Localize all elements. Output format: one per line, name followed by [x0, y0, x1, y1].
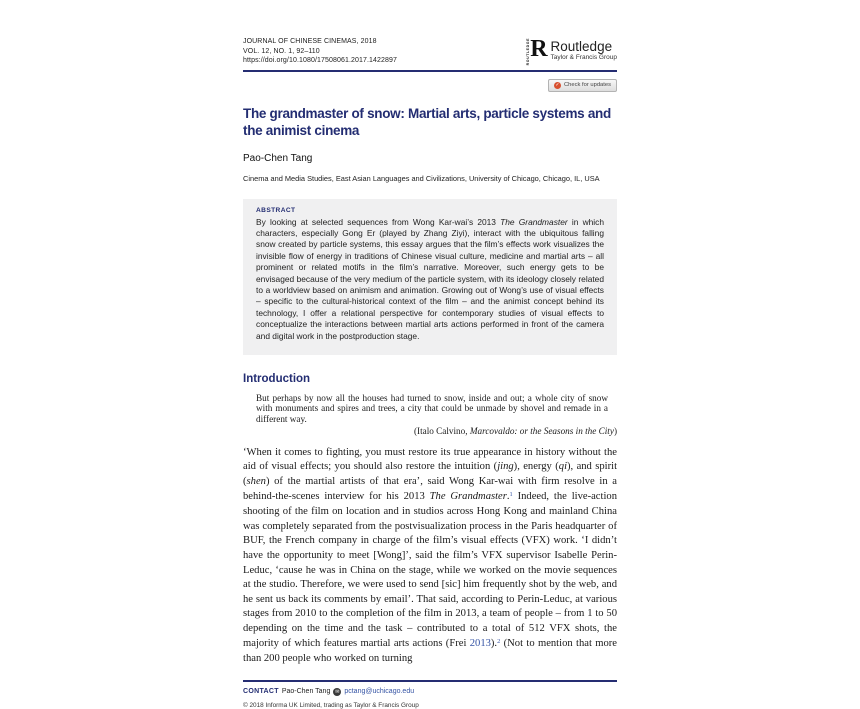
- copyright-notice: © 2018 Informa UK Limited, trading as Taylor & Francis Group: [243, 701, 419, 709]
- routledge-tagline: Taylor & Francis Group: [550, 54, 617, 61]
- footnote-ref[interactable]: 1: [509, 490, 513, 498]
- routledge-wordmark: [551, 38, 617, 61]
- page-header: [243, 37, 617, 66]
- journal-info: [243, 37, 397, 66]
- abstract-text: By looking at selected sequences from Wong Kar-wai’s 2013 The Grandmaster in which characters, especially Gong Er (played by Zhang Ziyi), interact with the ubiquitous falling snow created by particle systems, this essay argues that the film’s effects work visualizes the invisible flow of energy in traditions of Chinese visual culture, medicine and martial arts – all prominent or related motifs in the film’s narrative. Moreover, such energy gets to be envisaged because of the very medium of the particle system, with its ideology closely related to a worldview based on animism and animation. Growing out of Wong’s use of visual effects – specific to the cultural-historical context of the film – and the animist concept behind its technology, I offer a relational perspective for contemporary studies of visual effects to conceptualize the interactions between martial arts actions performed in front of the camera and digital work in the postproduction stage.: [256, 216, 604, 341]
- article-title: The grandmaster of snow: Martial arts, particle systems and the animist cinema: [243, 105, 611, 138]
- footnote-ref[interactable]: 2: [497, 637, 501, 645]
- abstract-label: ABSTRACT: [256, 206, 296, 214]
- abstract-box: [243, 199, 617, 355]
- badge-row: [243, 79, 617, 92]
- check-updates-label: Check for updates: [563, 82, 611, 88]
- contact-row: [243, 688, 617, 696]
- contact-email-link[interactable]: pctang@uchicago.edu: [344, 688, 415, 696]
- envelope-icon: ✉: [335, 688, 340, 695]
- author-affiliation: Cinema and Media Studies, East Asian Languages and Civilizations, University of Chicago, Chicago, IL, USA: [243, 173, 600, 183]
- journal-name-line: JOURNAL OF CHINESE CINEMAS, 2018: [243, 38, 377, 45]
- doi-link: https://doi.org/10.1080/17508061.2017.1422897: [243, 57, 397, 64]
- quote-attribution: (Italo Calvino, Marcovaldo: or the Seasons in the City): [413, 425, 617, 436]
- routledge-brand: Routledge: [550, 39, 613, 54]
- block-quote: But perhaps by now all the houses had turned to snow, inside and out; a whole city of snow with monuments and spires and trees, a city that could be unmade by shovel and remade in a different way.: [256, 392, 608, 424]
- check-updates-button[interactable]: [548, 79, 617, 92]
- contact-label: CONTACT: [243, 688, 279, 696]
- citation-link[interactable]: 2013: [469, 637, 491, 649]
- body-paragraph: ‘When it comes to fighting, you must restore its true appearance in history without the aid of visual effects; you should also restore the intuition (jing), energy (qi), and spirit (shen) of the martial artists of that era’, said Wong Kar-wai with firm resolve in a behind-the-scenes interview for his 2013 The Grandmaster.$^1$ Indeed, the live-action shooting of the film on location and in studios across Hong Kong and mainland China was completely separated from the postvisualization process in the Paris headquarter of BUF, the French company in charge of the film’s visual effects (VFX) work. ‘I didn’t have the opportunity to meet [Wong]’, said the film’s VFX supervisor Isabelle Perin-Leduc, ‘cause he was in China on the stage, while we worked on the movie sequences at the studio. Therefore, we were used to send [sic] him frequently shot by the web, and he sent us back its comments by email’. That said, according to Perin-Leduc, at various stages from 2010 to the completion of the film in 2013, a team of people – from 1 to 50 depending on the time and the task – contributed to a total of 512 VFX shots, the majority of which features martial arts actions (Frei 2013).$^2$ (Not to mention that more than 200 people who worked on turning: [243, 446, 618, 665]
- routledge-logo: [526, 38, 617, 65]
- routledge-mark: [526, 38, 547, 65]
- routledge-vertical-text: ROUTLEDGE: [526, 38, 531, 66]
- author-name: Pao-Chen Tang: [243, 152, 313, 164]
- header-rule: [243, 70, 617, 72]
- introduction-heading: Introduction: [243, 372, 311, 385]
- crossmark-icon: ✓: [555, 81, 560, 88]
- article-page: [243, 0, 617, 709]
- routledge-r-glyph: R: [530, 36, 548, 62]
- journal-volume-line: VOL. 12, NO. 1, 92–110: [243, 47, 320, 55]
- contact-name: Pao-Chen Tang: [281, 688, 331, 696]
- footer-rule: [243, 680, 617, 682]
